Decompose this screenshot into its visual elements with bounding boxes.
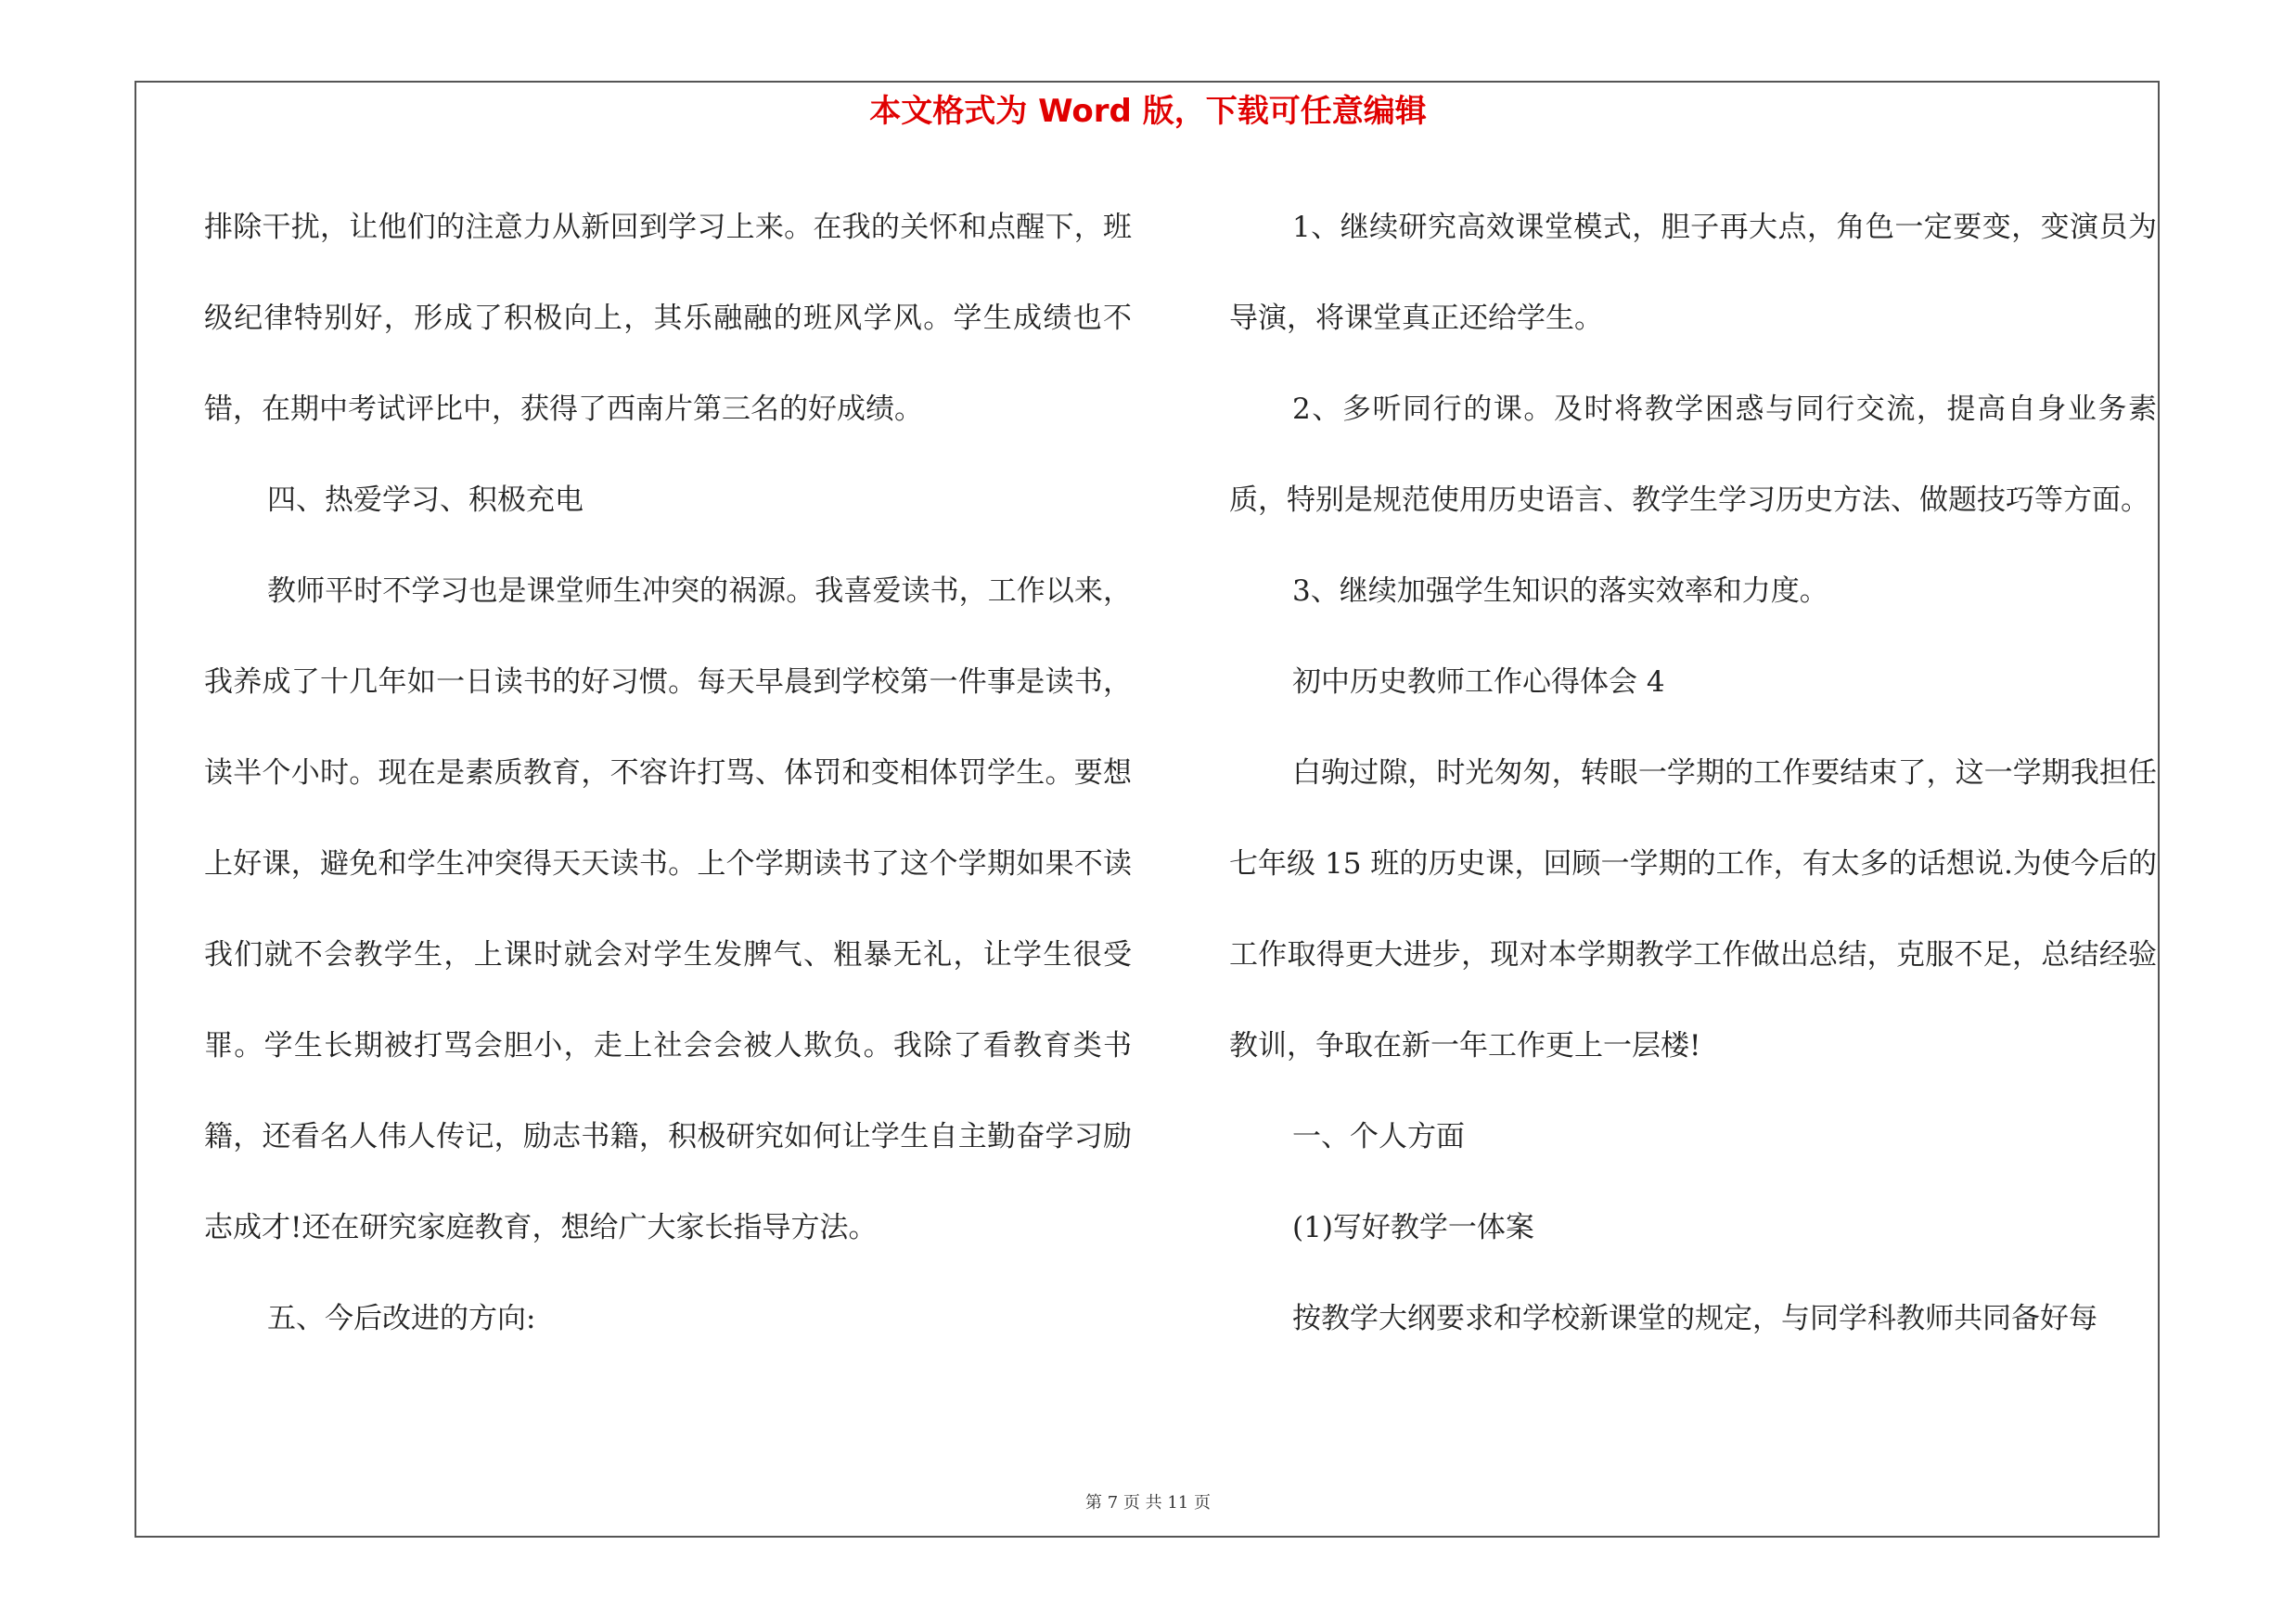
- right-text-column: [1229, 182, 2157, 1364]
- body-paragraph: (1)写好教学一体案: [1292, 1211, 1534, 1244]
- body-paragraph: 排除干扰，让他们的注意力从新回到学习上来。在我的关怀和点醒下，班级纪律特别好，形成了积极向上，其乐融融的班风学风。学生成绩也不错，在期中考试评比中，获得了西南片第三名的好成绩。: [204, 211, 1132, 426]
- body-paragraph: 白驹过隙，时光匆匆，转眼一学期的工作要结束了，这一学期我担任七年级 15 班的历史课，回顾一学期的工作，有太多的话想说.为使今后的工作取得更大进步，现对本学期教学工作做出总结，克服不足，总结经验教训，争取在新一年工作更上一层楼!: [1229, 756, 2157, 1063]
- body-paragraph: 1、继续研究高效课堂模式，胆子再大点，角色一定要变，变演员为导演，将课堂真正还给学生。: [1229, 211, 2157, 335]
- left-text-column: [204, 182, 1132, 1364]
- body-paragraph: 五、今后改进的方向:: [267, 1302, 536, 1335]
- format-notice-banner: 本文格式为 Word 版，下载可任意编辑: [869, 93, 1427, 130]
- body-paragraph: 3、继续加强学生知识的落实效率和力度。: [1292, 574, 1828, 608]
- body-paragraph: 一、个人方面: [1292, 1120, 1465, 1153]
- body-paragraph: 初中历史教师工作心得体会 4: [1292, 665, 1665, 699]
- page-number-footer: 第 7 页 共 11 页: [1085, 1493, 1211, 1513]
- body-paragraph: 按教学大纲要求和学校新课堂的规定，与同学科教师共同备好每: [1292, 1302, 2097, 1335]
- body-paragraph: 教师平时不学习也是课堂师生冲突的祸源。我喜爱读书，工作以来，我养成了十几年如一日读书的好习惯。每天早晨到学校第一件事是读书，读半个小时。现在是素质教育，不容许打骂、体罚和变相体罚学生。要想上好课，避免和学生冲突得天天读书。上个学期读书了这个学期如果不读我们就不会教学生，上课时就会对学生发脾气、粗暴无礼，让学生很受罪。学生长期被打骂会胆小，走上社会会被人欺负。我除了看教育类书籍，还看名人伟人传记，励志书籍，积极研究如何让学生自主勤奋学习励志成才!还在研究家庭教育，想给广大家长指导方法。: [204, 574, 1132, 1244]
- body-paragraph: 四、热爱学习、积极充电: [267, 483, 584, 517]
- body-paragraph: 2、多听同行的课。及时将教学困惑与同行交流，提高自身业务素质，特别是规范使用历史语言、教学生学习历史方法、做题技巧等方面。: [1229, 393, 2157, 517]
